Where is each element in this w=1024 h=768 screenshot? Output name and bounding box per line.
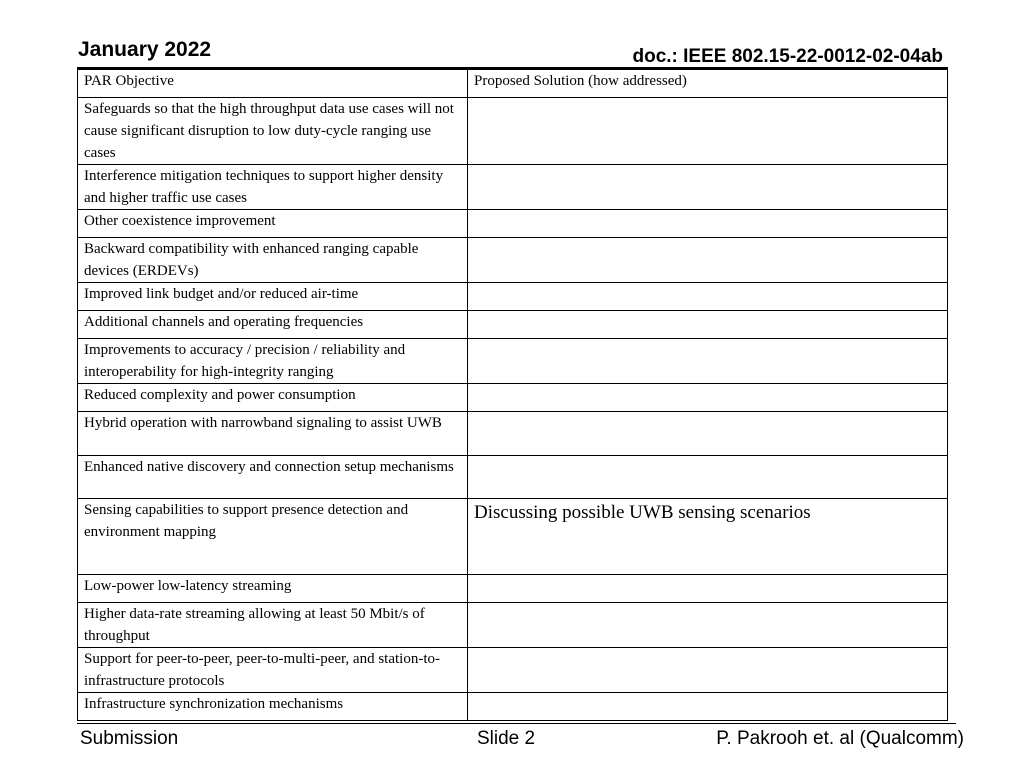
table-row — [78, 339, 948, 384]
objective-cell: Low-power low-latency streaming — [78, 575, 468, 603]
table-row — [78, 98, 948, 165]
solution-cell — [468, 384, 948, 412]
objective-cell: Safeguards so that the high throughput data use cases will not cause significant disruption to low duty-cycle ranging use cases — [78, 98, 468, 165]
table-row — [78, 499, 948, 575]
solution-cell — [468, 210, 948, 238]
objective-cell: Other coexistence improvement — [78, 210, 468, 238]
table-row — [78, 384, 948, 412]
solution-cell — [468, 311, 948, 339]
header-cell-objective: PAR Objective — [78, 70, 468, 98]
solution-cell: Discussing possible UWB sensing scenarios — [468, 499, 948, 575]
solution-cell — [468, 98, 948, 165]
objective-cell: Support for peer-to-peer, peer-to-multi-peer, and station-to-infrastructure protocols — [78, 648, 468, 693]
header-date: January 2022 — [78, 38, 212, 61]
objective-cell: Additional channels and operating frequencies — [78, 311, 468, 339]
header-doc-id: doc.: IEEE 802.15-22-0012-02-04ab — [632, 46, 943, 67]
solution-cell — [468, 412, 948, 456]
objective-cell: Infrastructure synchronization mechanisms — [78, 693, 468, 721]
table-row — [78, 311, 948, 339]
solution-cell — [468, 648, 948, 693]
solution-cell — [468, 339, 948, 384]
solution-cell — [468, 693, 948, 721]
objective-cell: Higher data-rate streaming allowing at least 50 Mbit/s of throughput — [78, 603, 468, 648]
table-row — [78, 693, 948, 721]
table-row — [78, 165, 948, 210]
objective-cell: Backward compatibility with enhanced ranging capable devices (ERDEVs) — [78, 238, 468, 283]
objective-cell: Improved link budget and/or reduced air-time — [78, 283, 468, 311]
footer-rule — [77, 723, 956, 724]
table-row — [78, 603, 948, 648]
footer-author: P. Pakrooh et. al (Qualcomm) — [716, 728, 964, 749]
objective-cell: Sensing capabilities to support presence detection and environment mapping — [78, 499, 468, 575]
solution-cell — [468, 575, 948, 603]
header-cell-solution: Proposed Solution (how addressed) — [468, 70, 948, 98]
par-objectives-table — [77, 69, 948, 721]
solution-cell — [468, 603, 948, 648]
table-row — [78, 456, 948, 499]
objective-cell: Interference mitigation techniques to support higher density and higher traffic use cases — [78, 165, 468, 210]
objective-cell: Hybrid operation with narrowband signaling to assist UWB — [78, 412, 468, 456]
footer-slide-number: Slide 2 — [477, 728, 536, 749]
solution-cell — [468, 456, 948, 499]
table-header-row — [78, 70, 948, 98]
objective-cell: Reduced complexity and power consumption — [78, 384, 468, 412]
table-row — [78, 210, 948, 238]
table-row — [78, 575, 948, 603]
table-row — [78, 238, 948, 283]
footer-submission: Submission — [80, 728, 179, 749]
solution-cell — [468, 238, 948, 283]
solution-cell — [468, 283, 948, 311]
objective-cell: Enhanced native discovery and connection setup mechanisms — [78, 456, 468, 499]
table-row — [78, 648, 948, 693]
objective-cell: Improvements to accuracy / precision / reliability and interoperability for high-integrity ranging — [78, 339, 468, 384]
table-row — [78, 412, 948, 456]
solution-cell — [468, 165, 948, 210]
table-row — [78, 283, 948, 311]
